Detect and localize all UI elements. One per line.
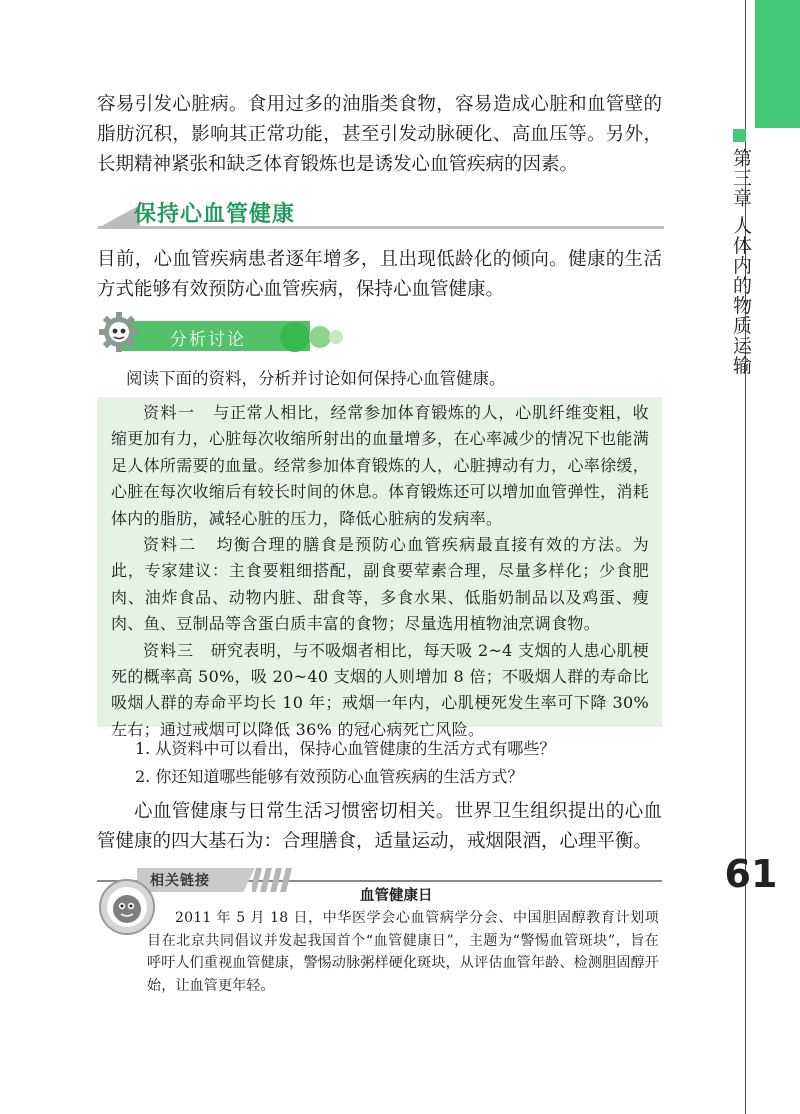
- material-lead: 资料三: [143, 640, 195, 660]
- section-paragraph: 目前，心血管疾病患者逐年增多，且出现低龄化的倾向。健康的生活方式能够有效预防心血管疾病，保持心血管健康。: [97, 249, 662, 300]
- decor-dot-large: [280, 322, 310, 352]
- material-text: 均衡合理的膳食是预防心血管疾病最直接有效的方法。为此，专家建议：主食要粗细搭配，副食要荤素合理，尽量多样化；少食肥肉、油炸食品、动物内脏、甜食等，多食水果、低脂奶制品以及鸡蛋、瘦肉、鱼、豆制品等含蛋白质丰富的食物；尽量选用植物油烹调食物。: [111, 535, 649, 634]
- page-number: 61: [724, 852, 778, 896]
- related-link-title: 血管健康日: [360, 887, 433, 904]
- related-link-label: 相关链接: [150, 873, 210, 889]
- intro-paragraph: 容易引发心脏病。食用过多的油脂类食物，容易造成心脏和血管壁的脂肪沉积，影响其正常功能，甚至引发动脉硬化、高血压等。另外，长期精神紧张和缺乏体育锻炼也是诱发心血管疾病的因素。: [97, 94, 662, 175]
- section-title: 保持心血管健康: [134, 202, 296, 227]
- chapter-marker-square: [733, 129, 746, 142]
- question-item: 2. 你还知道哪些能够有效预防心血管疾病的生活方式？: [135, 767, 524, 786]
- decor-dot-small: [329, 330, 343, 344]
- material-lead: 资料二: [143, 535, 198, 555]
- material-item: [111, 532, 649, 638]
- material-item: [111, 400, 649, 532]
- material-text: 与正常人相比，经常参加体育锻炼的人，心肌纤维变粗，收缩更加有力，心脏每次收缩所射出的血量增多，在心率减少的情况下也能满足人体所需要的血量。经常参加体育锻炼的人，心脏搏动有力，心率徐缓，心脏在每次收缩后有较长时间的休息。体育锻炼还可以增加血管弹性，消耗体内的脂肪，减轻心脏的压力，降低心脏病的发病率。: [111, 403, 649, 528]
- stripes-decoration: [252, 868, 302, 892]
- related-link-body: 2011 年 5 月 18 日，中华医学会心血管病学分会、中国胆固醇教育计划项目在北京共同倡议并发起我国首个“血管健康日”，主题为“警惕血管斑块”，旨在呼吁人们重视血管健康，警惕动脉粥样硬化斑块，从评估血管年龄、检测胆固醇开始，让血管更年轻。: [147, 910, 659, 994]
- chapter-title-vertical: 第三章 人体内的物质运输: [730, 148, 752, 376]
- chapter-tab: [755, 0, 800, 128]
- materials-list: [111, 400, 649, 743]
- decor-dot-medium: [309, 326, 331, 348]
- summary-paragraph: 心血管健康与日常生活习惯密切相关。世界卫生组织提出的心血管健康的四大基石为：合理膳食，适量运动，戒烟限酒，心理平衡。: [97, 801, 662, 852]
- gear-icon: [98, 311, 140, 353]
- material-text: 研究表明，与不吸烟者相比，每天吸 2~4 支烟的人患心肌梗死的概率高 50%，吸 20~40 支烟的人则增加 8 倍；不吸烟人群的寿命比吸烟人群的寿命平均长 10 年；戒烟一年内，心肌梗死发生率可下降 30% 左右；通过戒烟可以降低 36% 的冠心病死亡风险。: [111, 640, 649, 739]
- discussion-intro: 阅读下面的资料，分析并讨论如何保持心血管健康。: [126, 369, 506, 388]
- discussion-title: 分析讨论: [170, 330, 246, 350]
- discussion-questions: [135, 735, 655, 791]
- material-lead: 资料一: [143, 403, 196, 422]
- question-item: 1. 从资料中可以看出，保持心血管健康的生活方式有哪些？: [135, 739, 556, 758]
- material-item: [111, 638, 649, 744]
